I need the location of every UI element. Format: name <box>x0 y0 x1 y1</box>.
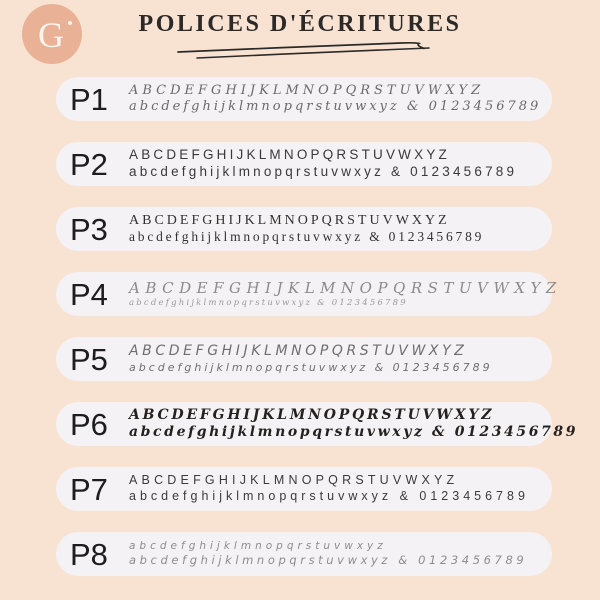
specimen-uppercase-line: abcdefghijklmnopqrstuvwxyz <box>129 540 387 553</box>
font-row-label: P1 <box>70 81 108 117</box>
specimen-uppercase-line: ABCDEFGHIJKLMNOPQRSTUVWXYZ <box>129 343 468 360</box>
specimen-uppercase-line: ABCDEFGHIJKLMNOPQRSTUVWXYZ <box>129 473 459 488</box>
font-row-label: P6 <box>70 406 108 442</box>
font-row-label: P3 <box>70 211 108 247</box>
font-row-p2 <box>56 142 552 186</box>
specimen-uppercase-line: ABCDEFGHIJKLMNOPQRSTUVWXYZ <box>129 279 562 298</box>
specimen-uppercase-line: ABCDEFGHIJKLMNOPQRSTUVWXYZ <box>129 147 450 163</box>
specimen-lowercase-line: abcdefghijklmnopqrstuvwxyz & 0123456789 <box>129 164 518 179</box>
specimen-uppercase-line: ABCDEFGHIJKLMNOPQRSTUVWXYZ <box>129 406 495 423</box>
font-specimen <box>129 279 562 309</box>
font-row-p6 <box>56 402 579 446</box>
font-row-p1 <box>56 77 552 121</box>
specimen-lowercase-line: abcdefghijklmnopqrstuvwxyz & 0123456789 <box>129 360 493 374</box>
specimen-lowercase-line: abcdefghijklmnopqrstuvwxyz & 0123456789 <box>129 229 485 245</box>
specimen-lowercase-line: abcdefghijklmnopqrstuvwxyz & 0123456789 <box>129 489 529 503</box>
specimen-lowercase-line: abcdefghijklmnopqrstuvwxyz & 0123456789 <box>129 99 542 114</box>
font-specimen <box>129 83 542 116</box>
title-underline-stroke <box>153 36 453 62</box>
specimen-lowercase-line: abcdefghijklmnopqrstuvwxyz & 0123456789 <box>129 553 528 568</box>
font-row-label: P8 <box>70 536 108 572</box>
font-specimen <box>129 540 542 568</box>
font-row-p7 <box>56 467 552 511</box>
font-row-p4 <box>56 272 562 316</box>
page-title: POLICES D'ÉCRITURES <box>138 11 462 37</box>
specimen-uppercase-line: ABCDEFGHIJKLMNOPQRSTUVWXYZ <box>129 82 485 98</box>
logo-g: G <box>38 15 64 55</box>
font-row-label: P4 <box>70 276 108 312</box>
font-specimen <box>129 343 542 374</box>
font-row-label: P2 <box>70 146 108 182</box>
font-row-p5 <box>56 337 552 381</box>
specimen-uppercase-line: ABCDEFGHIJKLMNOPQRSTUVWXYZ <box>129 212 450 228</box>
font-row-label: P7 <box>70 471 108 507</box>
specimen-lowercase-line: abcdefghijklmnopqrstuvwxyz & 0123456789 <box>129 424 579 440</box>
font-specimen <box>129 473 542 504</box>
font-specimen <box>129 406 579 442</box>
specimen-lowercase-line: abcdefghijklmnopqrstuvwxyz & 0123456789 <box>129 298 408 309</box>
font-row-p8 <box>56 532 552 576</box>
font-row-label: P5 <box>70 341 108 377</box>
font-list <box>56 77 579 576</box>
font-specimen <box>129 147 542 181</box>
font-specimen <box>129 212 542 246</box>
font-row-p3 <box>56 207 552 251</box>
